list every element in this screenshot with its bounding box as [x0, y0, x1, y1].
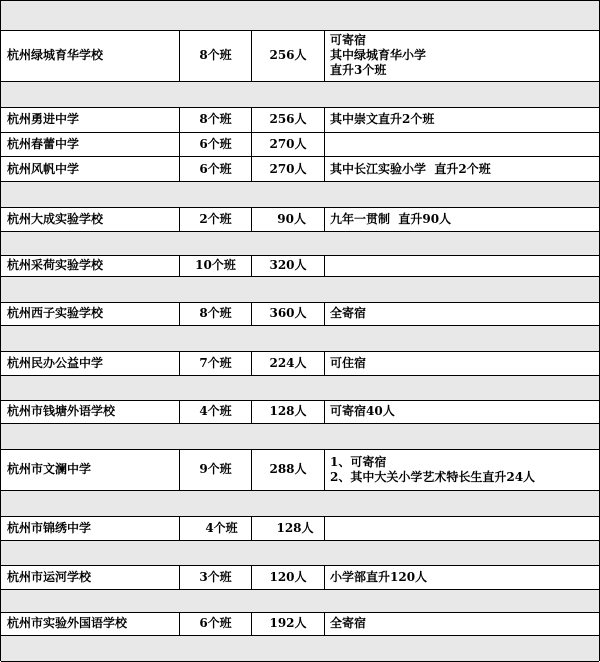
separator-row — [0, 82, 600, 107]
class-count-cell: 4个班 — [180, 400, 252, 424]
school-name-cell: 杭州市实验外国语学校 — [0, 612, 180, 636]
class-count-cell: 8个班 — [180, 302, 252, 326]
school-name-cell: 杭州西子实验学校 — [0, 302, 180, 326]
table-row — [0, 207, 600, 232]
note-line: 可住宿 — [330, 355, 367, 370]
school-name-cell: 杭州风帆中学 — [0, 157, 180, 182]
table-row — [0, 30, 600, 82]
class-count-cell: 6个班 — [180, 133, 252, 157]
school-name-cell: 杭州大成实验学校 — [0, 207, 180, 232]
notes-cell — [325, 133, 600, 157]
school-name-cell: 杭州民办公益中学 — [0, 351, 180, 376]
class-count-cell: 9个班 — [180, 449, 252, 491]
note-line: 可寄宿40人 — [330, 404, 395, 418]
note-line: 2、其中大关小学艺术特长生直升24人 — [330, 469, 536, 484]
notes-cell — [325, 30, 600, 82]
table-row — [0, 133, 600, 157]
table-row — [0, 157, 600, 182]
note-line: 小学部直升120人 — [330, 569, 428, 584]
note-line: 可寄宿 — [330, 33, 367, 47]
separator-row — [0, 182, 600, 207]
separator-row — [0, 636, 600, 661]
student-count-cell: 320人 — [252, 255, 325, 277]
school-name-cell: 杭州勇进中学 — [0, 107, 180, 133]
separator-row — [0, 491, 600, 516]
student-count-cell: 224人 — [252, 351, 325, 376]
school-name-cell: 杭州市运河学校 — [0, 565, 180, 590]
class-count-cell: 4个班 — [180, 516, 252, 541]
notes-cell — [325, 400, 600, 424]
note-line: 直升3个班 — [330, 63, 387, 77]
note-line: 其中长江实验小学 直升2个班 — [330, 161, 491, 176]
student-count-cell: 128人 — [252, 516, 325, 541]
notes-cell — [325, 302, 600, 326]
class-count-cell: 8个班 — [180, 30, 252, 82]
separator-row — [0, 424, 600, 449]
note-line: 全寄宿 — [330, 616, 367, 630]
school-name-cell: 杭州市文澜中学 — [0, 449, 180, 491]
student-count-cell: 360人 — [252, 302, 325, 326]
note-line: 其中崇文直升2个班 — [330, 112, 435, 126]
school-name-cell: 杭州市锦绣中学 — [0, 516, 180, 541]
student-count-cell: 256人 — [252, 107, 325, 133]
student-count-cell: 120人 — [252, 565, 325, 590]
separator-row — [0, 0, 600, 30]
separator-row — [0, 232, 600, 255]
class-count-cell: 3个班 — [180, 565, 252, 590]
class-count-cell: 7个班 — [180, 351, 252, 376]
notes-cell — [325, 207, 600, 232]
table-row — [0, 107, 600, 133]
note-line: 1、可寄宿 — [330, 454, 387, 469]
separator-row — [0, 541, 600, 565]
class-count-cell: 6个班 — [180, 612, 252, 636]
table-row — [0, 449, 600, 491]
separator-row — [0, 277, 600, 302]
notes-cell — [325, 449, 600, 491]
class-count-cell: 2个班 — [180, 207, 252, 232]
separator-row — [0, 326, 600, 351]
table-row — [0, 400, 600, 424]
notes-cell — [325, 612, 600, 636]
student-count-cell: 288人 — [252, 449, 325, 491]
table-row — [0, 302, 600, 326]
school-name-cell: 杭州春蕾中学 — [0, 133, 180, 157]
table-row — [0, 516, 600, 541]
school-name-cell: 杭州采荷实验学校 — [0, 255, 180, 277]
student-count-cell: 270人 — [252, 157, 325, 182]
table-row — [0, 255, 600, 277]
table-row — [0, 565, 600, 590]
student-count-cell: 128人 — [252, 400, 325, 424]
notes-cell — [325, 255, 600, 277]
table-row — [0, 612, 600, 636]
school-name-cell: 杭州市钱塘外语学校 — [0, 400, 180, 424]
notes-cell — [325, 107, 600, 133]
student-count-cell: 256人 — [252, 30, 325, 82]
notes-cell — [325, 516, 600, 541]
class-count-cell: 6个班 — [180, 157, 252, 182]
student-count-cell: 90人 — [252, 207, 325, 232]
note-line: 全寄宿 — [330, 306, 367, 320]
student-count-cell: 192人 — [252, 612, 325, 636]
notes-cell — [325, 157, 600, 182]
table-row — [0, 351, 600, 376]
notes-cell — [325, 351, 600, 376]
notes-cell — [325, 565, 600, 590]
note-line: 其中绿城育华小学 — [330, 48, 427, 62]
student-count-cell: 270人 — [252, 133, 325, 157]
separator-row — [0, 376, 600, 400]
school-name-cell: 杭州绿城育华学校 — [0, 30, 180, 82]
separator-row — [0, 590, 600, 612]
class-count-cell: 10个班 — [180, 255, 252, 277]
class-count-cell: 8个班 — [180, 107, 252, 133]
note-line: 九年一贯制 直升90人 — [330, 211, 452, 226]
